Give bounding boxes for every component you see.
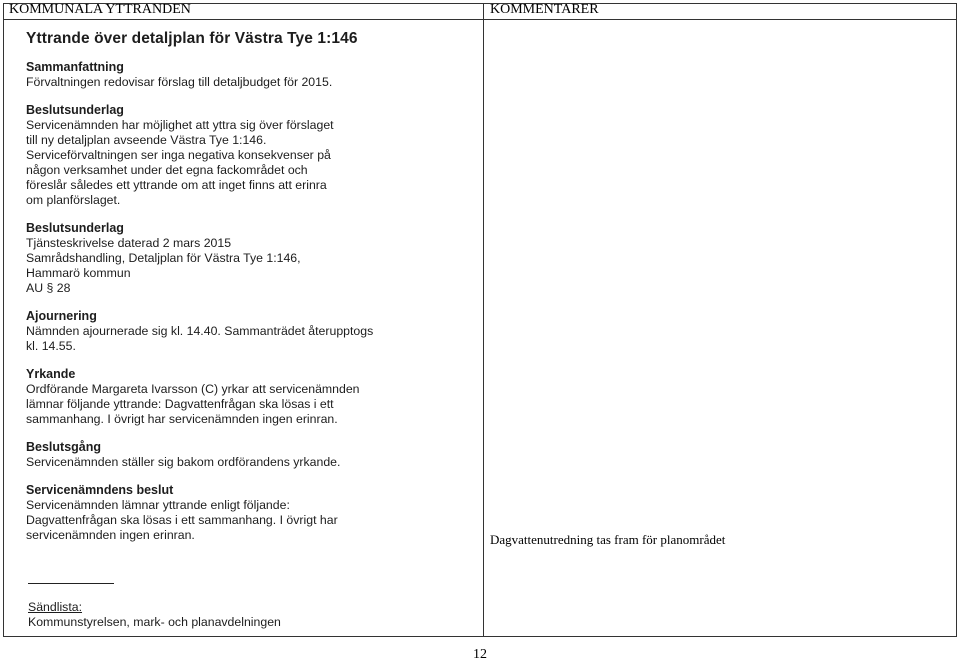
section-body bbox=[26, 324, 476, 354]
text-line: Servicenämnden lämnar yttrande enligt följande: bbox=[26, 498, 290, 512]
section-heading: Beslutsgång bbox=[26, 440, 102, 454]
section-decision bbox=[26, 483, 476, 543]
text-line: föreslår således ett yttrande om att inget finns att erinra bbox=[26, 178, 327, 192]
scanned-statement bbox=[26, 30, 476, 556]
page-number: 12 bbox=[473, 647, 487, 662]
column-header-left: KOMMUNALA YTTRANDEN bbox=[9, 2, 191, 17]
text-line: Hammarö kommun bbox=[26, 266, 131, 280]
section-motion bbox=[26, 367, 476, 427]
section-heading: Ajournering bbox=[26, 309, 97, 323]
section-heading: Yrkande bbox=[26, 367, 76, 381]
section-summary bbox=[26, 60, 476, 90]
text-line: Samrådshandling, Detaljplan för Västra Tye 1:146, bbox=[26, 251, 301, 265]
text-line: om planförslaget. bbox=[26, 193, 121, 207]
section-basis bbox=[26, 103, 476, 208]
send-list-label: Sändlista: bbox=[28, 600, 83, 614]
section-body bbox=[26, 118, 476, 208]
comment-text: Dagvattenutredning tas fram för planområdet bbox=[490, 532, 726, 547]
text-line: Servicenämnden ställer sig bakom ordförandens yrkande. bbox=[26, 455, 341, 469]
section-body bbox=[26, 498, 476, 543]
text-line: Servicenämnden har möjlighet att yttra sig över förslaget bbox=[26, 118, 334, 132]
section-body bbox=[26, 382, 476, 427]
signature-rule bbox=[28, 583, 114, 584]
text-line: någon verksamhet under det egna fackområdet och bbox=[26, 163, 308, 177]
section-body bbox=[26, 75, 476, 90]
text-line: lämnar följande yttrande: Dagvattenfrågan ska lösas i ett bbox=[26, 397, 334, 411]
text-line: sammanhang. I övrigt har servicenämnden ingen erinran. bbox=[26, 412, 338, 426]
section-body bbox=[26, 236, 476, 296]
column-divider bbox=[483, 3, 484, 637]
section-adjournment bbox=[26, 309, 476, 354]
text-line: AU § 28 bbox=[26, 281, 71, 295]
section-heading: Sammanfattning bbox=[26, 60, 124, 74]
send-list bbox=[28, 600, 281, 630]
column-header-right: KOMMENTARER bbox=[490, 2, 599, 17]
section-heading: Servicenämndens beslut bbox=[26, 483, 174, 497]
section-heading: Beslutsunderlag bbox=[26, 221, 124, 235]
text-line: Serviceförvaltningen ser inga negativa konsekvenser på bbox=[26, 148, 331, 162]
section-basis-documents bbox=[26, 221, 476, 296]
section-heading: Beslutsunderlag bbox=[26, 103, 124, 117]
text-line: till ny detaljplan avseende Västra Tye 1:146. bbox=[26, 133, 267, 147]
section-body bbox=[26, 455, 476, 470]
text-line: Förvaltningen redovisar förslag till detaljbudget för 2015. bbox=[26, 75, 333, 89]
text-line: Tjänsteskrivelse daterad 2 mars 2015 bbox=[26, 236, 232, 250]
text-line: Dagvattenfrågan ska lösas i ett sammanhang. I övrigt har bbox=[26, 513, 338, 527]
text-line: servicenämnden ingen erinran. bbox=[26, 528, 195, 542]
text-line: Ordförande Margareta Ivarsson (C) yrkar att servicenämnden bbox=[26, 382, 360, 396]
send-list-recipient: Kommunstyrelsen, mark- och planavdelningen bbox=[28, 615, 281, 629]
document-title: Yttrande över detaljplan för Västra Tye 1:146 bbox=[26, 30, 358, 47]
section-procedure bbox=[26, 440, 476, 470]
text-line: Nämnden ajournerade sig kl. 14.40. Sammanträdet återupptogs bbox=[26, 324, 374, 338]
text-line: kl. 14.55. bbox=[26, 339, 76, 353]
header-rule bbox=[3, 19, 957, 20]
